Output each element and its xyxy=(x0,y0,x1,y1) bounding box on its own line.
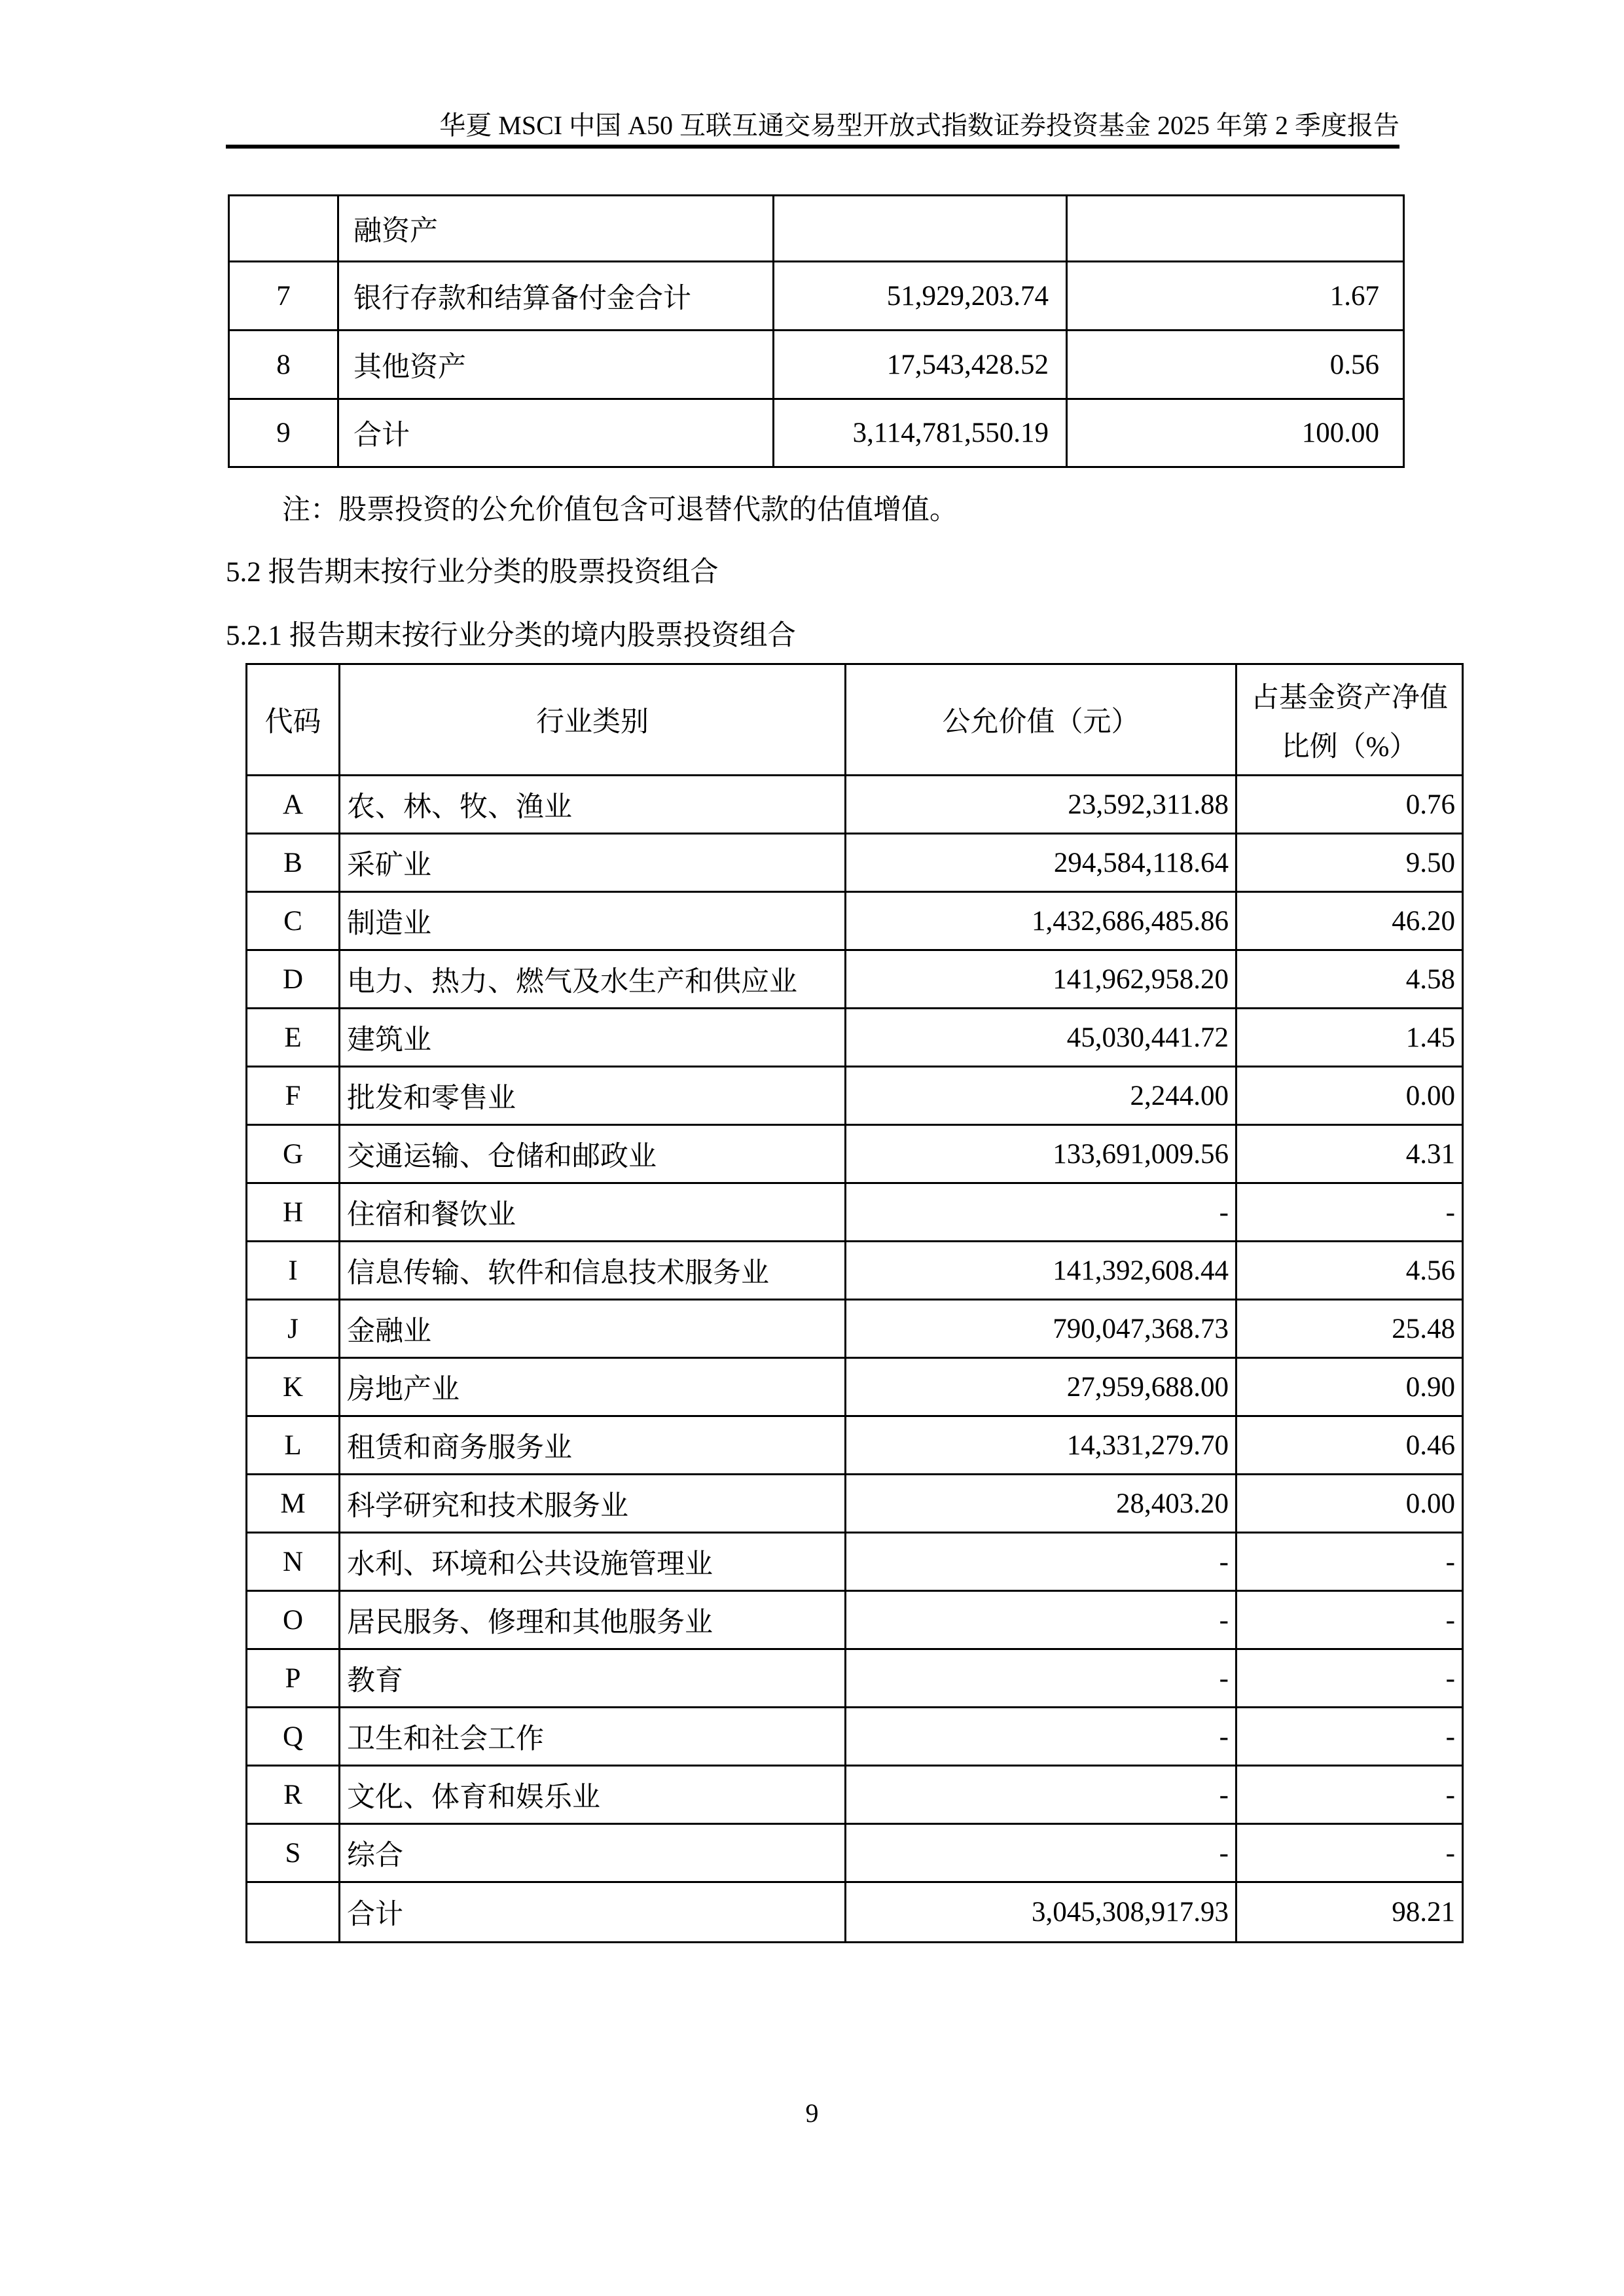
pct-cell: - xyxy=(1236,1708,1463,1766)
pct-cell: 0.00 xyxy=(1236,1067,1463,1125)
value-cell: - xyxy=(846,1766,1236,1824)
industry-name-cell: 交通运输、仓储和邮政业 xyxy=(340,1125,846,1183)
industry-name-cell: 信息传输、软件和信息技术服务业 xyxy=(340,1242,846,1300)
table-row xyxy=(247,1183,1463,1242)
page-number: 9 xyxy=(805,2098,819,2128)
table-row xyxy=(247,776,1463,834)
industry-name-cell: 采矿业 xyxy=(340,834,846,892)
note-text: 注：股票投资的公允价值包含可退替代款的估值增值。 xyxy=(282,495,958,526)
value-cell: - xyxy=(846,1649,1236,1708)
table-row xyxy=(247,892,1463,950)
row-number-cell: 9 xyxy=(229,399,338,467)
industry-code-cell: O xyxy=(247,1591,340,1649)
pct-cell: 0.56 xyxy=(1067,331,1404,399)
industry-name-cell: 批发和零售业 xyxy=(340,1067,846,1125)
pct-cell: 0.46 xyxy=(1236,1416,1463,1475)
industry-code-cell: S xyxy=(247,1824,340,1882)
total-label-cell: 合计 xyxy=(340,1882,846,1943)
industry-code-cell: K xyxy=(247,1358,340,1416)
table-row xyxy=(247,950,1463,1009)
row-number-cell: 7 xyxy=(229,262,338,331)
pct-cell: 0.90 xyxy=(1236,1358,1463,1416)
industry-name-cell: 水利、环境和公共设施管理业 xyxy=(340,1533,846,1591)
industry-name-cell: 房地产业 xyxy=(340,1358,846,1416)
pct-cell: 9.50 xyxy=(1236,834,1463,892)
table-row xyxy=(247,1125,1463,1183)
industry-code-cell: D xyxy=(247,950,340,1009)
value-cell xyxy=(774,196,1067,262)
industry-name-cell: 卫生和社会工作 xyxy=(340,1708,846,1766)
industry-name-cell: 教育 xyxy=(340,1649,846,1708)
industry-code-cell: B xyxy=(247,834,340,892)
table-row xyxy=(247,1067,1463,1125)
industry-code-cell: H xyxy=(247,1183,340,1242)
industry-name-cell: 农、林、牧、渔业 xyxy=(340,776,846,834)
section-heading-5-2: 5.2 报告期末按行业分类的股票投资组合 xyxy=(226,557,719,588)
report-header-title: 华夏 MSCI 中国 A50 互联互通交易型开放式指数证券投资基金 2025 年第 2 季度报告 xyxy=(439,111,1399,140)
pct-cell: - xyxy=(1236,1533,1463,1591)
table-row xyxy=(229,196,1404,262)
value-cell: - xyxy=(846,1824,1236,1882)
item-name-cell: 合计 xyxy=(338,399,774,467)
industry-name-cell: 建筑业 xyxy=(340,1009,846,1067)
value-cell: 23,592,311.88 xyxy=(846,776,1236,834)
row-number-cell xyxy=(229,196,338,262)
table-row xyxy=(247,1242,1463,1300)
table-row xyxy=(247,1416,1463,1475)
industry-name-cell: 租赁和商务服务业 xyxy=(340,1416,846,1475)
pct-cell: 1.45 xyxy=(1236,1009,1463,1067)
value-cell: - xyxy=(846,1708,1236,1766)
pct-cell: 46.20 xyxy=(1236,892,1463,950)
value-cell: 17,543,428.52 xyxy=(774,331,1067,399)
value-cell: - xyxy=(846,1591,1236,1649)
industry-name-cell: 居民服务、修理和其他服务业 xyxy=(340,1591,846,1649)
code-header-cell: 代码 xyxy=(247,664,340,776)
table-row xyxy=(229,399,1404,467)
value-cell: 133,691,009.56 xyxy=(846,1125,1236,1183)
industry-code-cell: G xyxy=(247,1125,340,1183)
table-header-row xyxy=(247,664,1463,776)
value-cell: 141,962,958.20 xyxy=(846,950,1236,1009)
pct-cell: 1.67 xyxy=(1067,262,1404,331)
pct-cell: - xyxy=(1236,1824,1463,1882)
value-cell: - xyxy=(846,1183,1236,1242)
pct-cell: 4.31 xyxy=(1236,1125,1463,1183)
nav-pct-header-line1: 占基金资产净值 xyxy=(1251,682,1448,713)
table-row xyxy=(247,1649,1463,1708)
industry-name-cell: 制造业 xyxy=(340,892,846,950)
table-row xyxy=(247,1824,1463,1882)
table-row xyxy=(247,1358,1463,1416)
value-cell: 45,030,441.72 xyxy=(846,1009,1236,1067)
table-row xyxy=(247,1475,1463,1533)
value-cell: 790,047,368.73 xyxy=(846,1300,1236,1358)
pct-cell: - xyxy=(1236,1591,1463,1649)
value-cell: 51,929,203.74 xyxy=(774,262,1067,331)
pct-cell: 0.76 xyxy=(1236,776,1463,834)
value-cell: 3,114,781,550.19 xyxy=(774,399,1067,467)
value-cell: 2,244.00 xyxy=(846,1067,1236,1125)
fair-value-header-cell: 公允价值（元） xyxy=(846,664,1236,776)
industry-header-cell: 行业类别 xyxy=(340,664,846,776)
pct-cell: - xyxy=(1236,1183,1463,1242)
industry-code-cell: R xyxy=(247,1766,340,1824)
industry-name-cell: 科学研究和技术服务业 xyxy=(340,1475,846,1533)
table-row xyxy=(247,1533,1463,1591)
pct-cell: 25.48 xyxy=(1236,1300,1463,1358)
value-cell: - xyxy=(846,1533,1236,1591)
value-cell: 14,331,279.70 xyxy=(846,1416,1236,1475)
industry-code-cell: M xyxy=(247,1475,340,1533)
row-number-cell: 8 xyxy=(229,331,338,399)
value-cell: 28,403.20 xyxy=(846,1475,1236,1533)
industry-code-cell xyxy=(247,1882,340,1943)
table-row xyxy=(229,331,1404,399)
value-cell: 27,959,688.00 xyxy=(846,1358,1236,1416)
pct-cell: 98.21 xyxy=(1236,1882,1463,1943)
item-name-cell: 其他资产 xyxy=(338,331,774,399)
item-name-cell: 银行存款和结算备付金合计 xyxy=(338,262,774,331)
industry-code-cell: F xyxy=(247,1067,340,1125)
industry-code-cell: A xyxy=(247,776,340,834)
item-name-cell: 融资产 xyxy=(338,196,774,262)
pct-cell: 100.00 xyxy=(1067,399,1404,467)
pct-cell: 0.00 xyxy=(1236,1475,1463,1533)
industry-code-cell: P xyxy=(247,1649,340,1708)
table-row xyxy=(247,834,1463,892)
industry-name-cell: 电力、热力、燃气及水生产和供应业 xyxy=(340,950,846,1009)
pct-cell: 4.56 xyxy=(1236,1242,1463,1300)
pct-cell: - xyxy=(1236,1649,1463,1708)
table-row xyxy=(247,1766,1463,1824)
industry-name-cell: 综合 xyxy=(340,1824,846,1882)
industry-code-cell: I xyxy=(247,1242,340,1300)
pct-cell: 4.58 xyxy=(1236,950,1463,1009)
value-cell: 141,392,608.44 xyxy=(846,1242,1236,1300)
industry-code-cell: Q xyxy=(247,1708,340,1766)
nav-pct-header-cell xyxy=(1236,664,1463,776)
value-cell: 1,432,686,485.86 xyxy=(846,892,1236,950)
pct-cell xyxy=(1067,196,1404,262)
table-row xyxy=(247,1300,1463,1358)
asset-composition-table xyxy=(228,194,1405,468)
industry-code-cell: N xyxy=(247,1533,340,1591)
industry-name-cell: 文化、体育和娱乐业 xyxy=(340,1766,846,1824)
value-cell: 294,584,118.64 xyxy=(846,834,1236,892)
industry-classification-table xyxy=(245,663,1464,1943)
industry-code-cell: J xyxy=(247,1300,340,1358)
table-row xyxy=(247,1009,1463,1067)
nav-pct-header-line2: 比例（%） xyxy=(1281,731,1418,762)
industry-code-cell: C xyxy=(247,892,340,950)
table-row xyxy=(229,262,1404,331)
header-rule xyxy=(226,145,1399,149)
industry-name-cell: 住宿和餐饮业 xyxy=(340,1183,846,1242)
section-heading-5-2-1: 5.2.1 报告期末按行业分类的境内股票投资组合 xyxy=(226,620,796,651)
industry-name-cell: 金融业 xyxy=(340,1300,846,1358)
industry-code-cell: E xyxy=(247,1009,340,1067)
industry-code-cell: L xyxy=(247,1416,340,1475)
value-cell: 3,045,308,917.93 xyxy=(846,1882,1236,1943)
table-total-row xyxy=(247,1882,1463,1943)
table-row xyxy=(247,1708,1463,1766)
table-row xyxy=(247,1591,1463,1649)
pct-cell: - xyxy=(1236,1766,1463,1824)
